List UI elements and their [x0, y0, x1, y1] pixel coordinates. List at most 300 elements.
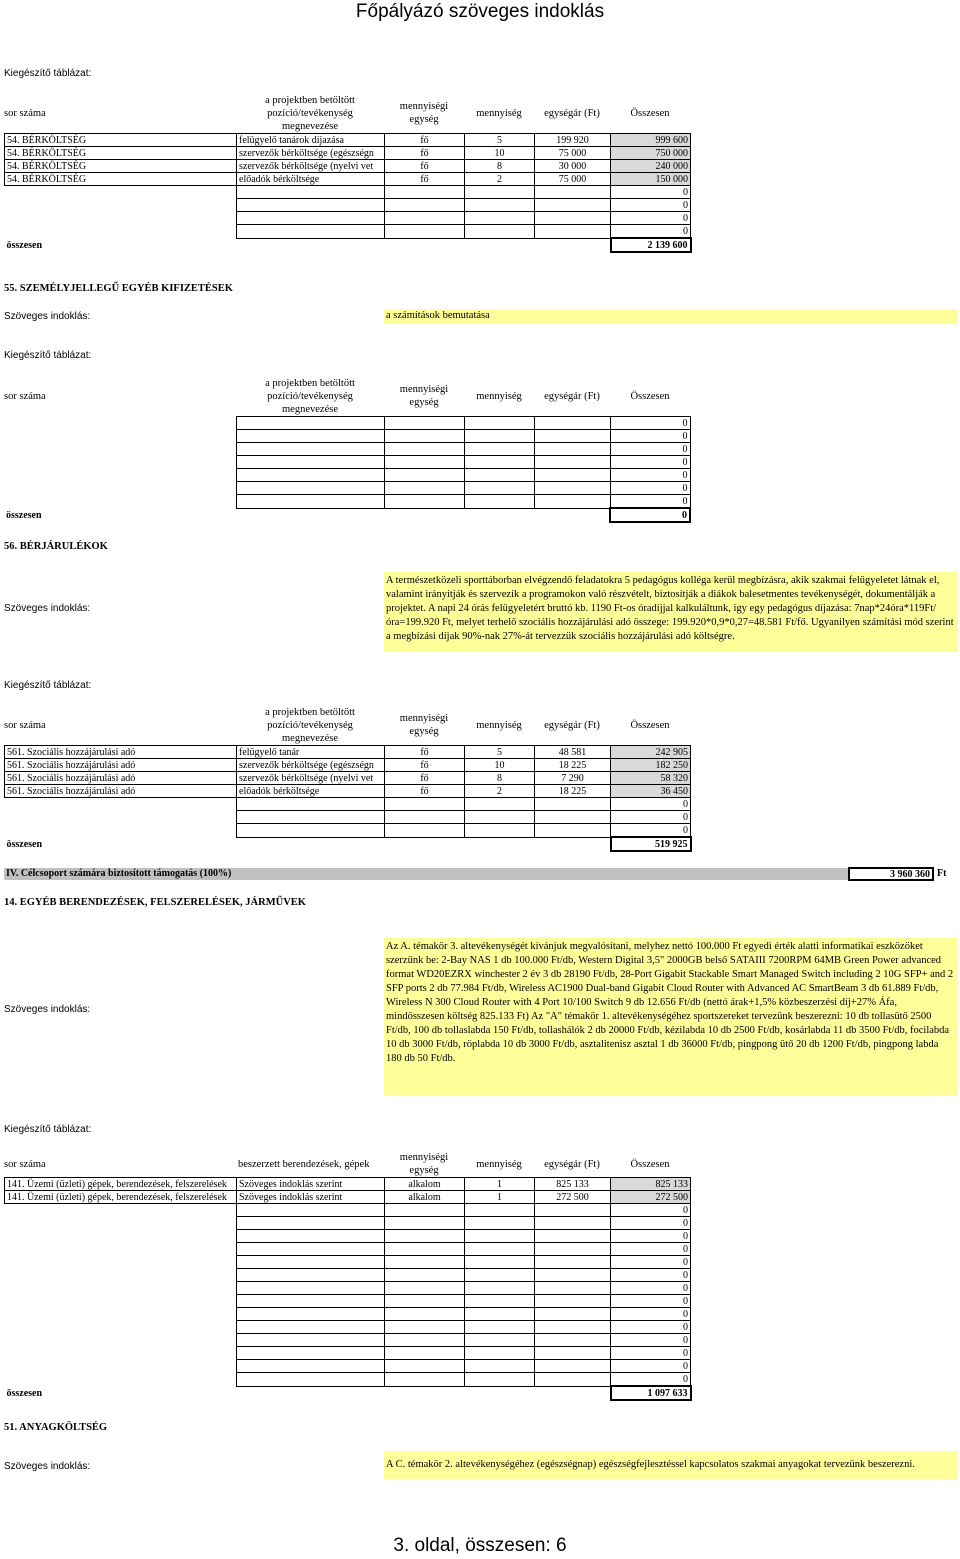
total-label: összesen	[6, 509, 42, 521]
cell-mennyiseg	[465, 1204, 535, 1217]
total-value: 0	[610, 508, 690, 522]
cell-egysegar: 18 225	[535, 785, 611, 798]
cell-pozicio	[237, 824, 385, 838]
cell-sor-szama	[5, 1347, 237, 1360]
cell-mennyisegi-egyseg	[385, 1204, 465, 1217]
cell-osszesen: 0	[611, 1373, 691, 1387]
table-row	[4, 469, 690, 482]
table-row	[5, 1321, 691, 1334]
cell-osszesen: 0	[611, 811, 691, 824]
cell-egysegar: 7 290	[535, 772, 611, 785]
cell-pozicio: előadók bérköltsége	[237, 785, 385, 798]
cell-mennyisegi-egyseg	[385, 186, 465, 199]
cell-egysegar: 30 000	[535, 160, 611, 173]
cell-osszesen: 0	[610, 482, 690, 495]
table-row	[5, 1334, 691, 1347]
col-egysegar: egységár (Ft)	[544, 720, 600, 731]
cell-egysegar	[535, 1243, 611, 1256]
table-row	[5, 147, 691, 160]
cell-pozicio	[236, 456, 384, 469]
section-56-heading: 56. BÉRJÁRULÉKOK	[4, 541, 108, 552]
cell-mennyiseg	[464, 482, 534, 495]
col-sor-szama: sor száma	[4, 720, 46, 731]
cell-egysegar	[535, 798, 611, 811]
cell-egysegar	[534, 430, 610, 443]
total-row	[5, 238, 691, 252]
cell-egysegar	[535, 1334, 611, 1347]
cell-sor-szama	[5, 1334, 237, 1347]
cell-pozicio: szervezők bérköltsége (egészségn	[237, 147, 385, 160]
cell-osszesen: 0	[610, 456, 690, 469]
col-mennyisegi-egyseg: mennyiségi egység	[399, 1152, 449, 1176]
cell-pozicio	[237, 1373, 385, 1387]
table-row	[5, 811, 691, 824]
cell-osszesen: 0	[611, 1282, 691, 1295]
cell-mennyiseg: 8	[465, 772, 535, 785]
cell-mennyisegi-egyseg	[384, 430, 464, 443]
table-row	[5, 1178, 691, 1191]
table-row	[5, 1282, 691, 1295]
cell-egysegar	[535, 1230, 611, 1243]
cell-mennyiseg	[465, 811, 535, 824]
table-row	[5, 1295, 691, 1308]
cell-osszesen: 0	[610, 430, 690, 443]
cell-pozicio	[237, 1243, 385, 1256]
table-row	[5, 759, 691, 772]
section-55-text: a számítások bemutatása	[384, 309, 958, 324]
cell-mennyisegi-egyseg: fő	[385, 160, 465, 173]
total-spacer	[535, 837, 611, 851]
col-egysegar: egységár (Ft)	[544, 108, 600, 119]
table-row	[5, 1230, 691, 1243]
cell-pozicio: Szöveges indoklás szerint	[237, 1178, 385, 1191]
cell-egysegar	[535, 1295, 611, 1308]
cell-sor-szama	[5, 199, 237, 212]
iv-unit: Ft	[937, 868, 947, 879]
cell-mennyiseg	[465, 1373, 535, 1387]
cell-mennyiseg	[464, 430, 534, 443]
table-row	[5, 1243, 691, 1256]
cell-pozicio	[236, 482, 384, 495]
cell-mennyiseg: 10	[465, 147, 535, 160]
cell-sor-szama	[5, 1282, 237, 1295]
col-osszesen: Összesen	[630, 391, 670, 402]
cell-mennyiseg	[465, 186, 535, 199]
cell-osszesen: 36 450	[611, 785, 691, 798]
total-spacer	[385, 238, 465, 252]
table-row	[5, 798, 691, 811]
cell-egysegar	[535, 1321, 611, 1334]
cell-sor-szama	[4, 417, 236, 430]
total-row	[4, 508, 690, 522]
total-row	[5, 1386, 691, 1400]
cell-mennyiseg: 1	[465, 1191, 535, 1204]
cell-egysegar	[535, 1217, 611, 1230]
cell-osszesen: 0	[610, 469, 690, 482]
cell-mennyisegi-egyseg: fő	[385, 746, 465, 759]
total-row	[5, 837, 691, 851]
cell-sor-szama	[5, 1373, 237, 1387]
cell-sor-szama: 54. BÉRKÖLTSÉG	[5, 147, 237, 160]
cell-osszesen: 0	[611, 199, 691, 212]
cell-mennyisegi-egyseg	[385, 1334, 465, 1347]
cell-egysegar: 75 000	[535, 173, 611, 186]
cell-mennyisegi-egyseg: fő	[385, 173, 465, 186]
col-pozicio: a projektben betöltött pozíció/tevékenység megnevezése	[265, 95, 355, 132]
cell-mennyisegi-egyseg	[385, 1308, 465, 1321]
cell-mennyiseg: 2	[465, 785, 535, 798]
cell-mennyiseg	[465, 1282, 535, 1295]
cell-mennyisegi-egyseg	[385, 1243, 465, 1256]
total-label: összesen	[6, 239, 43, 251]
cell-pozicio: szervezők bérköltsége (nyelvi vet	[237, 772, 385, 785]
col-egysegar: egységár (Ft)	[544, 391, 600, 402]
cell-pozicio	[237, 1204, 385, 1217]
cell-sor-szama	[4, 456, 236, 469]
cell-mennyisegi-egyseg	[385, 199, 465, 212]
cell-mennyisegi-egyseg	[385, 1360, 465, 1373]
cell-egysegar	[535, 824, 611, 838]
cell-mennyisegi-egyseg	[385, 811, 465, 824]
page-title: Főpályázó szöveges indoklás	[355, 1, 605, 22]
col-beszerzett: beszerzett berendezések, gépek	[238, 1159, 370, 1170]
cell-mennyisegi-egyseg	[384, 417, 464, 430]
cell-sor-szama	[4, 495, 236, 509]
cell-osszesen: 0	[611, 1321, 691, 1334]
cell-egysegar	[535, 199, 611, 212]
cell-pozicio: Szöveges indoklás szerint	[237, 1191, 385, 1204]
cell-egysegar	[535, 1269, 611, 1282]
total-spacer	[464, 508, 534, 522]
kiegeszito-label-54: Kiegészítő táblázat:	[4, 68, 92, 79]
cell-mennyisegi-egyseg: fő	[385, 759, 465, 772]
cell-mennyiseg	[464, 495, 534, 509]
cell-mennyisegi-egyseg	[385, 1347, 465, 1360]
cell-osszesen: 0	[611, 1334, 691, 1347]
cell-mennyiseg	[465, 1360, 535, 1373]
col-mennyisegi-egyseg: mennyiségi egység	[399, 101, 449, 125]
cell-mennyisegi-egyseg	[384, 469, 464, 482]
table-row	[4, 417, 690, 430]
cell-pozicio	[237, 811, 385, 824]
cell-sor-szama	[5, 212, 237, 225]
cell-egysegar	[535, 1360, 611, 1373]
cell-sor-szama	[5, 1230, 237, 1243]
cell-mennyisegi-egyseg	[385, 1321, 465, 1334]
cell-sor-szama	[5, 1256, 237, 1269]
total-spacer	[535, 1386, 611, 1400]
cell-mennyiseg	[465, 199, 535, 212]
cell-egysegar: 825 133	[535, 1178, 611, 1191]
col-sor-szama: sor száma	[4, 1159, 46, 1170]
cell-pozicio	[236, 417, 384, 430]
cell-egysegar: 18 225	[535, 759, 611, 772]
table-row	[5, 173, 691, 186]
total-spacer	[385, 1386, 465, 1400]
cell-mennyiseg	[464, 417, 534, 430]
cell-pozicio	[236, 443, 384, 456]
table-14	[4, 1177, 692, 1401]
total-label: összesen	[6, 838, 43, 850]
table-55	[4, 416, 691, 523]
cell-pozicio: felügyelő tanár	[237, 746, 385, 759]
cell-egysegar	[535, 1256, 611, 1269]
cell-sor-szama: 54. BÉRKÖLTSÉG	[5, 160, 237, 173]
cell-osszesen: 0	[611, 186, 691, 199]
cell-pozicio	[237, 1308, 385, 1321]
cell-pozicio	[237, 1217, 385, 1230]
col-osszesen: Összesen	[630, 1159, 670, 1170]
cell-mennyisegi-egyseg	[385, 1295, 465, 1308]
cell-mennyisegi-egyseg: fő	[385, 785, 465, 798]
col-egysegar: egységár (Ft)	[544, 1159, 600, 1170]
cell-osszesen: 58 320	[611, 772, 691, 785]
cell-osszesen: 0	[611, 1204, 691, 1217]
cell-osszesen: 272 500	[611, 1191, 691, 1204]
total-spacer	[534, 508, 610, 522]
table-row	[5, 1360, 691, 1373]
section-56-text: A természetközeli sporttáborban elvégzendő feladatokra 5 pedagógus kolléga kerül megbízásra, akik szakmai felügyeletet látnak el, valamint irányítják és szervezik a programokon való részvételt, biztosítják a diákok balesetmentes tevékenységét, dokumentálják a projektet. A napi 24 órás felügyeletért bruttó kb. 1190 Ft-os óradíjjal kalkuláltunk, így egy pedagógus díjazása: 7nap*24óra*119Ft/óra=199.920 Ft, melyet terhelő szociális hozzájárulási adó összege: 199.920*0,9*0,27=48.581 Ft/fő. Ugyanilyen számítási mód szerint a megbízási díjak 90%-nak 27%-át tervezzük szociális hozzájárulási adó költségre.	[384, 572, 958, 652]
col-pozicio: a projektben betöltött pozíció/tevékenység megnevezése	[265, 378, 355, 415]
cell-mennyiseg: 8	[465, 160, 535, 173]
cell-egysegar	[534, 456, 610, 469]
col-sor-szama: sor száma	[4, 108, 46, 119]
cell-mennyiseg	[465, 1334, 535, 1347]
cell-mennyiseg: 10	[465, 759, 535, 772]
szoveges-label-14: Szöveges indoklás:	[4, 1004, 91, 1015]
cell-pozicio	[237, 1360, 385, 1373]
cell-osszesen: 0	[611, 1243, 691, 1256]
table-row	[5, 1204, 691, 1217]
section-14-heading: 14. EGYÉB BERENDEZÉSEK, FELSZERELÉSEK, JÁRMŰVEK	[4, 897, 306, 908]
cell-osszesen: 240 000	[611, 160, 691, 173]
cell-mennyisegi-egyseg: alkalom	[385, 1191, 465, 1204]
cell-mennyiseg	[465, 225, 535, 239]
table-row	[5, 212, 691, 225]
table-row	[5, 1269, 691, 1282]
cell-sor-szama: 54. BÉRKÖLTSÉG	[5, 173, 237, 186]
table-row	[5, 1373, 691, 1387]
table-row	[5, 785, 691, 798]
cell-mennyisegi-egyseg	[384, 443, 464, 456]
cell-mennyiseg	[465, 1295, 535, 1308]
cell-osszesen: 0	[611, 798, 691, 811]
cell-egysegar	[535, 186, 611, 199]
cell-mennyisegi-egyseg: fő	[385, 147, 465, 160]
cell-pozicio	[237, 1321, 385, 1334]
cell-egysegar	[535, 225, 611, 239]
cell-osszesen: 0	[610, 417, 690, 430]
cell-osszesen: 182 250	[611, 759, 691, 772]
cell-mennyisegi-egyseg	[384, 495, 464, 509]
cell-mennyisegi-egyseg	[385, 212, 465, 225]
cell-osszesen: 242 905	[611, 746, 691, 759]
cell-mennyiseg: 2	[465, 173, 535, 186]
cell-egysegar	[534, 469, 610, 482]
col-pozicio: a projektben betöltött pozíció/tevékenység megnevezése	[265, 707, 355, 744]
cell-pozicio	[236, 495, 384, 509]
total-spacer	[465, 238, 535, 252]
cell-egysegar	[535, 811, 611, 824]
total-value: 2 139 600	[611, 238, 691, 252]
cell-sor-szama	[5, 1217, 237, 1230]
cell-mennyisegi-egyseg	[385, 1269, 465, 1282]
cell-osszesen: 0	[611, 1256, 691, 1269]
cell-sor-szama: 54. BÉRKÖLTSÉG	[5, 134, 237, 147]
cell-sor-szama	[5, 1295, 237, 1308]
cell-egysegar: 75 000	[535, 147, 611, 160]
total-spacer	[384, 508, 464, 522]
col-sor-szama: sor száma	[4, 391, 46, 402]
szoveges-label-55: Szöveges indoklás:	[4, 311, 91, 322]
col-osszesen: Összesen	[630, 108, 670, 119]
cell-osszesen: 150 000	[611, 173, 691, 186]
cell-osszesen: 0	[611, 1269, 691, 1282]
cell-mennyisegi-egyseg	[385, 1230, 465, 1243]
cell-sor-szama	[5, 225, 237, 239]
cell-sor-szama	[5, 811, 237, 824]
cell-osszesen: 0	[611, 1217, 691, 1230]
table-row	[5, 1256, 691, 1269]
total-spacer	[237, 238, 385, 252]
table-54	[4, 133, 692, 253]
cell-mennyisegi-egyseg	[385, 1373, 465, 1387]
total-spacer	[465, 837, 535, 851]
table-row	[4, 430, 690, 443]
col-mennyisegi-egyseg: mennyiségi egység	[399, 713, 449, 737]
cell-pozicio	[237, 1347, 385, 1360]
cell-sor-szama	[4, 430, 236, 443]
iv-label: IV. Célcsoport számára biztosított támogatás (100%)	[6, 868, 232, 879]
table-row	[5, 1217, 691, 1230]
cell-sor-szama	[5, 1308, 237, 1321]
cell-pozicio	[237, 1282, 385, 1295]
table-row	[5, 186, 691, 199]
cell-sor-szama: 561. Szociális hozzájárulási adó	[5, 785, 237, 798]
cell-pozicio	[237, 1295, 385, 1308]
cell-mennyiseg	[464, 469, 534, 482]
cell-egysegar	[535, 1373, 611, 1387]
total-spacer	[237, 837, 385, 851]
cell-egysegar	[534, 443, 610, 456]
table-row	[5, 134, 691, 147]
cell-osszesen: 750 000	[611, 147, 691, 160]
cell-osszesen: 0	[611, 1347, 691, 1360]
table-row	[5, 199, 691, 212]
cell-sor-szama: 141. Üzemi (üzleti) gépek, berendezések, felszerelések	[5, 1191, 237, 1204]
cell-pozicio	[237, 1256, 385, 1269]
cell-osszesen: 825 133	[611, 1178, 691, 1191]
table-row	[5, 225, 691, 239]
cell-pozicio	[237, 798, 385, 811]
cell-mennyiseg	[465, 1269, 535, 1282]
table-row	[4, 456, 690, 469]
col-mennyiseg: mennyiség	[476, 391, 522, 402]
cell-mennyiseg	[465, 212, 535, 225]
cell-sor-szama	[5, 1321, 237, 1334]
cell-mennyisegi-egyseg	[385, 1282, 465, 1295]
kiegeszito-label-55: Kiegészítő táblázat:	[4, 350, 92, 361]
table-row	[5, 160, 691, 173]
page-footer: 3. oldal, összesen: 6	[393, 1535, 567, 1556]
cell-pozicio: felügyelő tanárok díjazása	[237, 134, 385, 147]
cell-sor-szama	[5, 1269, 237, 1282]
cell-mennyiseg	[465, 824, 535, 838]
cell-pozicio	[236, 430, 384, 443]
cell-pozicio	[237, 1230, 385, 1243]
cell-mennyisegi-egyseg: alkalom	[385, 1178, 465, 1191]
col-mennyiseg: mennyiség	[476, 108, 522, 119]
cell-osszesen: 999 600	[611, 134, 691, 147]
total-value: 519 925	[611, 837, 691, 851]
total-spacer	[535, 238, 611, 252]
cell-pozicio	[237, 199, 385, 212]
cell-mennyiseg	[465, 1321, 535, 1334]
cell-mennyiseg	[465, 798, 535, 811]
table-row	[5, 1191, 691, 1204]
cell-egysegar	[535, 1308, 611, 1321]
cell-sor-szama	[5, 824, 237, 838]
cell-mennyisegi-egyseg	[384, 482, 464, 495]
cell-mennyiseg	[465, 1243, 535, 1256]
col-osszesen: Összesen	[630, 720, 670, 731]
cell-sor-szama	[5, 1204, 237, 1217]
cell-sor-szama	[5, 798, 237, 811]
cell-egysegar	[534, 417, 610, 430]
cell-mennyisegi-egyseg	[384, 456, 464, 469]
szoveges-label-56: Szöveges indoklás:	[4, 603, 91, 614]
cell-sor-szama	[4, 482, 236, 495]
section-14-text: Az A. témakör 3. altevékenységét kívánjuk megvalósítani, melyhez nettó 100.000 Ft egyedi érték alatti informatikai eszközöket szerzünk be: 2-Bay NAS 1 db 100.000 Ft/db, Western Digital 3,5" 2000GB belső SATAIII 7200RPM 64MB Green Power advanced format WD20EZRX winchester 2 év 3 db 28190 Ft/db, 28-Port Gigabit Stackable Smart Managed Switch including 2 10G SFP+ and 2 SFP ports 2 db 77.984 Ft/db, Wireless AC1900 Dual-band Gigabit Cloud Router with Advanced AC SmartBeam 3 db 61.889 Ft/db, Wireless N 300 Cloud Router with 4 Port 10/100 Switch 9 db 12.656 Ft/db (nettó árak+1,5% közbeszerzési díj+27% Áfa, mindösszesen költség 825.133 Ft) Az "A" témakör 1. altevékenységéhez sportszereket tervezünk beszerezni: 10 db tollasütő 2500 Ft/db, 100 db tollaslabda 150 Ft/db, tollashálók 2 db 20000 Ft/db, kézilabda 10 db 2500 Ft/db, kosárlabda 11 db 3500 Ft/db, focilabda 10 db 3000 Ft/db, röplabda 10 db 3000 Ft/db, asztalitenisz asztal 1 db 36000 Ft/db, pingpong ütő 20 db 1200 Ft/db, pingpong labda 180 db 50 Ft/db.	[384, 938, 958, 1096]
table-row	[4, 443, 690, 456]
total-spacer	[237, 1386, 385, 1400]
iv-value: 3 960 360	[848, 867, 934, 881]
cell-egysegar	[535, 1204, 611, 1217]
table-row	[5, 772, 691, 785]
cell-mennyiseg: 1	[465, 1178, 535, 1191]
cell-pozicio: szervezők bérköltsége (egészségn	[237, 759, 385, 772]
table-row	[4, 495, 690, 509]
cell-egysegar	[534, 482, 610, 495]
cell-osszesen: 0	[611, 1230, 691, 1243]
total-spacer	[465, 1386, 535, 1400]
cell-mennyiseg	[465, 1230, 535, 1243]
cell-mennyiseg: 5	[465, 134, 535, 147]
cell-osszesen: 0	[611, 1360, 691, 1373]
table-row	[4, 482, 690, 495]
cell-egysegar	[535, 1282, 611, 1295]
total-value: 1 097 633	[611, 1386, 691, 1400]
total-spacer	[385, 837, 465, 851]
cell-sor-szama: 561. Szociális hozzájárulási adó	[5, 772, 237, 785]
kiegeszito-label-56: Kiegészítő táblázat:	[4, 680, 92, 691]
cell-pozicio	[237, 1269, 385, 1282]
cell-mennyisegi-egyseg	[385, 824, 465, 838]
cell-pozicio	[237, 186, 385, 199]
cell-sor-szama	[4, 469, 236, 482]
cell-pozicio	[237, 1334, 385, 1347]
cell-sor-szama	[5, 1243, 237, 1256]
cell-mennyisegi-egyseg: fő	[385, 134, 465, 147]
cell-sor-szama	[5, 1360, 237, 1373]
cell-osszesen: 0	[610, 443, 690, 456]
cell-mennyiseg	[465, 1347, 535, 1360]
cell-sor-szama: 561. Szociális hozzájárulási adó	[5, 746, 237, 759]
cell-sor-szama	[4, 443, 236, 456]
cell-mennyisegi-egyseg	[385, 798, 465, 811]
table-row	[5, 1308, 691, 1321]
col-mennyisegi-egyseg: mennyiségi egység	[399, 384, 449, 408]
